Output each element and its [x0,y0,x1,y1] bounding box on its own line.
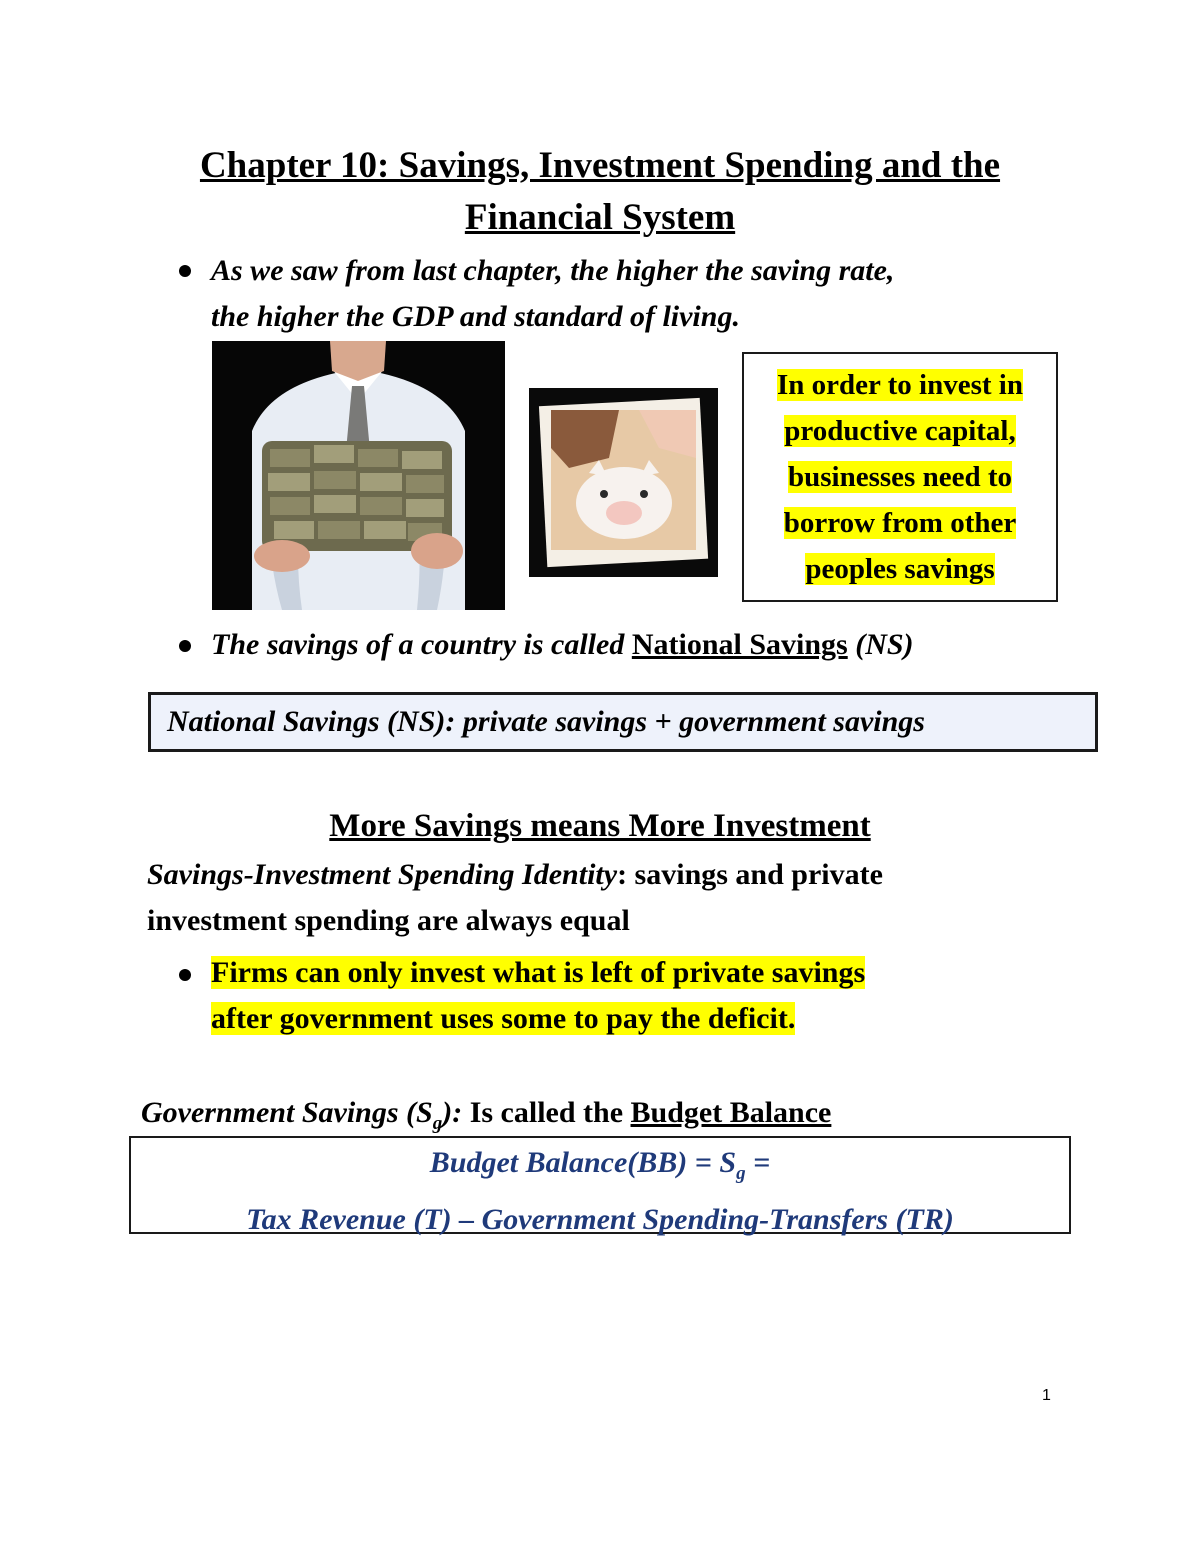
ns-bullet-prefix: The savings of a country is called [211,628,632,661]
identity-paragraph [147,852,1067,944]
ns-bullet [211,622,1111,668]
bullet-dot [179,969,191,981]
callout-line4: borrow from other [783,507,1017,539]
identity-text-line2: investment spending are always equal [147,904,630,937]
page-title-line2: Financial System [464,197,736,238]
identity-term: Savings-Investment Spending Identity [147,858,618,891]
gov-savings-term: Government Savings $(S_g)$: [141,1096,463,1134]
ns-term: National Savings [631,628,848,661]
budget-balance-term: Budget Balance [630,1096,832,1129]
ns-definition: National Savings (NS): private savings + government savings [167,705,925,738]
intro-bullet-line2: the higher the GDP and standard of living. [211,300,740,333]
gov-savings-text: Is called the [462,1096,631,1129]
budget-formula-line1: Budget Balance(BB) = $S_g$ = [429,1146,771,1184]
callout-line5: peoples savings [805,553,995,585]
budget-formula-line2: Tax Revenue (T) – Government Spending-Transfers (TR) [246,1203,954,1236]
bullet-dot [179,265,191,277]
man-with-money-image [212,341,505,610]
man-with-money-illustration [212,341,505,610]
bullet-dot [179,640,191,652]
borrowing-callout [742,352,1058,602]
identity-text: : savings and private [617,858,883,891]
firms-bullet-line1: Firms can only invest what is left of private savings [211,956,866,989]
piggy-bank-illustration [529,388,718,577]
piggy-bank-image [529,388,718,577]
firms-bullet-line2: after government uses some to pay the deficit. [211,1002,796,1035]
intro-bullet [211,248,1111,340]
intro-bullet-line1: As we saw from last chapter, the higher the saving rate, [211,254,895,287]
ns-bullet-suffix: (NS) [847,628,914,661]
section-heading: More Savings means More Investment [329,808,871,844]
page-title [0,140,1200,244]
page-number: 1 [1042,1387,1051,1404]
callout-line3: businesses need to [788,461,1012,493]
page-title-line1: Chapter 10: Savings, Investment Spending and the [199,145,1001,186]
callout-line1: In order to invest in [777,369,1023,401]
callout-line2: productive capital, [784,415,1016,447]
ns-definition-box [148,692,1098,752]
budget-balance-box [129,1136,1071,1234]
firms-bullet [211,950,1111,1042]
